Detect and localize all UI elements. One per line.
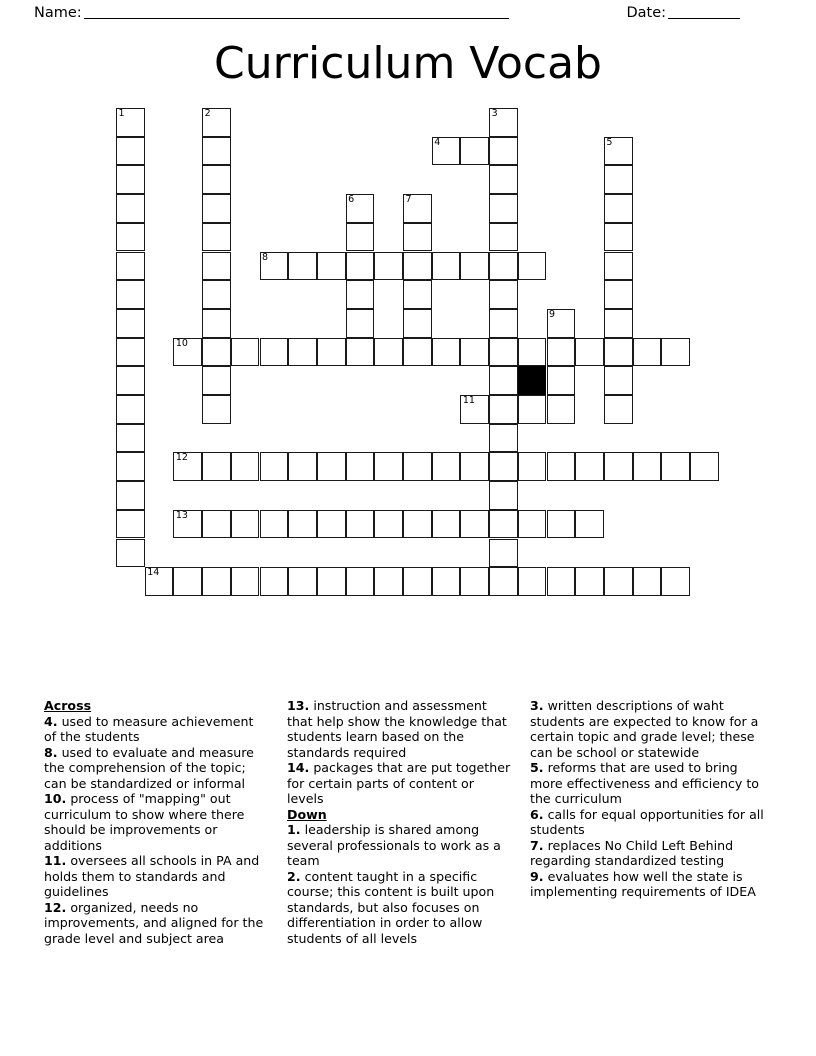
page-title: Curriculum Vocab <box>214 38 602 89</box>
clue-item <box>44 853 269 900</box>
grid-cell-number: 9 <box>549 308 556 320</box>
grid-cell[interactable] <box>489 223 518 252</box>
grid-cell[interactable] <box>690 452 719 481</box>
grid-cell[interactable] <box>173 510 202 539</box>
grid-cell[interactable] <box>346 280 375 309</box>
grid-cell[interactable] <box>231 510 260 539</box>
grid-cell[interactable] <box>432 510 461 539</box>
grid-cell[interactable] <box>173 452 202 481</box>
grid-cell[interactable] <box>116 366 145 395</box>
clue-number: 14. <box>287 760 310 775</box>
grid-cell[interactable] <box>346 223 375 252</box>
grid-cell[interactable] <box>403 280 432 309</box>
grid-cell[interactable] <box>260 510 289 539</box>
clue-item <box>287 760 512 807</box>
clues-column-3 <box>530 698 774 946</box>
clue-number: 6. <box>530 806 544 822</box>
grid-cell[interactable] <box>317 567 346 596</box>
grid-cell[interactable] <box>346 452 375 481</box>
grid-cell[interactable] <box>432 567 461 596</box>
grid-cell[interactable] <box>202 223 231 252</box>
grid-cell[interactable] <box>604 252 633 281</box>
grid-cell[interactable] <box>575 510 604 539</box>
grid-cell[interactable] <box>460 137 489 166</box>
grid-cell[interactable] <box>604 309 633 338</box>
grid-cell[interactable] <box>489 481 518 510</box>
grid-cell[interactable] <box>374 252 403 281</box>
grid-cell-blocked <box>518 366 547 395</box>
grid-cell[interactable] <box>260 452 289 481</box>
grid-cell[interactable] <box>288 252 317 281</box>
grid-cell[interactable] <box>260 338 289 367</box>
clue-item <box>530 838 774 869</box>
grid-cell[interactable] <box>604 567 633 596</box>
grid-cell[interactable] <box>288 567 317 596</box>
clue-text: content taught in a specific course; this content is built upon standards, but also focuses on differentiation in order to allow students of all levels <box>287 868 495 946</box>
grid-cell[interactable] <box>231 452 260 481</box>
clue-number: 10. <box>44 791 67 806</box>
clue-item <box>44 714 269 745</box>
grid-cell[interactable] <box>547 452 576 481</box>
grid-cell[interactable] <box>346 252 375 281</box>
grid-cell[interactable] <box>489 510 518 539</box>
grid-cell[interactable] <box>460 395 489 424</box>
grid-cell[interactable] <box>116 424 145 453</box>
grid-cell[interactable] <box>288 510 317 539</box>
grid-cell[interactable] <box>202 309 231 338</box>
grid-cell[interactable] <box>403 194 432 223</box>
grid-cell[interactable] <box>202 108 231 137</box>
grid-cell[interactable] <box>460 510 489 539</box>
grid-cell[interactable] <box>432 338 461 367</box>
grid-cell[interactable] <box>202 165 231 194</box>
grid-cell[interactable] <box>202 395 231 424</box>
clue-text: oversees all schools in PA and holds them to standards and guidelines <box>44 853 260 899</box>
across-heading: Across <box>44 698 92 713</box>
clue-number: 11. <box>44 853 67 868</box>
grid-cell[interactable] <box>317 510 346 539</box>
grid-cell[interactable] <box>489 366 518 395</box>
grid-cell[interactable] <box>145 567 174 596</box>
grid-cell[interactable] <box>346 338 375 367</box>
clue-number: 4. <box>44 713 58 729</box>
clue-number: 3. <box>530 698 544 713</box>
grid-cell[interactable] <box>518 338 547 367</box>
grid-cell-number: 3 <box>491 108 498 119</box>
grid-cell[interactable] <box>202 194 231 223</box>
grid-cell[interactable] <box>116 137 145 166</box>
grid-cell[interactable] <box>116 194 145 223</box>
grid-cell[interactable] <box>116 223 145 252</box>
grid-cell[interactable] <box>633 338 662 367</box>
grid-cell[interactable] <box>604 280 633 309</box>
grid-cell[interactable] <box>432 137 461 166</box>
grid-cell[interactable] <box>547 366 576 395</box>
grid-cell[interactable] <box>604 194 633 223</box>
grid-cell[interactable] <box>202 567 231 596</box>
grid-cell[interactable] <box>489 424 518 453</box>
grid-cell[interactable] <box>489 395 518 424</box>
grid-cell[interactable] <box>661 338 690 367</box>
grid-cell[interactable] <box>633 567 662 596</box>
grid-cell[interactable] <box>604 452 633 481</box>
grid-cell[interactable] <box>173 338 202 367</box>
grid-cell[interactable] <box>288 452 317 481</box>
clue-text: leadership is shared among several professionals to work as a team <box>287 822 501 868</box>
clue-text: instruction and assessment that help show the knowledge that students learn based on the standards required <box>287 698 507 760</box>
grid-cell[interactable] <box>489 252 518 281</box>
grid-cell[interactable] <box>317 338 346 367</box>
grid-cell[interactable] <box>547 309 576 338</box>
grid-cell[interactable] <box>489 280 518 309</box>
date-label: Date: <box>626 5 666 21</box>
clue-number: 12. <box>44 899 67 915</box>
grid-cell[interactable] <box>202 137 231 166</box>
clues-container <box>44 698 774 946</box>
grid-cell[interactable] <box>403 567 432 596</box>
clue-text: reforms that are used to bring more effectiveness and efficiency to the curriculum <box>530 760 760 806</box>
grid-cell[interactable] <box>604 395 633 424</box>
grid-cell[interactable] <box>547 395 576 424</box>
grid-cell[interactable] <box>489 539 518 568</box>
grid-cell[interactable] <box>116 510 145 539</box>
grid-cell[interactable] <box>374 510 403 539</box>
grid-cell[interactable] <box>460 252 489 281</box>
grid-cell[interactable] <box>432 452 461 481</box>
clue-number: 9. <box>530 868 544 884</box>
grid-cell[interactable] <box>489 194 518 223</box>
grid-cell[interactable] <box>202 452 231 481</box>
grid-cell[interactable] <box>489 338 518 367</box>
grid-cell[interactable] <box>604 366 633 395</box>
grid-cell-number: 8 <box>262 251 269 263</box>
grid-cell-number: 10 <box>175 337 188 349</box>
grid-cell[interactable] <box>260 252 289 281</box>
clue-item <box>530 760 774 807</box>
grid-cell[interactable] <box>403 338 432 367</box>
grid-cell[interactable] <box>403 510 432 539</box>
clue-text: organized, needs no improvements, and aligned for the grade level and subject area <box>44 899 264 946</box>
name-label: Name: <box>34 5 82 21</box>
clue-item <box>44 791 269 853</box>
grid-cell[interactable] <box>403 223 432 252</box>
grid-cell-number: 7 <box>405 194 412 206</box>
grid-cell[interactable] <box>374 567 403 596</box>
grid-cell[interactable] <box>661 567 690 596</box>
grid-cell[interactable] <box>202 510 231 539</box>
clue-number: 8. <box>44 744 58 760</box>
grid-cell[interactable] <box>432 252 461 281</box>
grid-cell[interactable] <box>575 567 604 596</box>
clue-item <box>287 822 512 869</box>
grid-cell[interactable] <box>116 309 145 338</box>
grid-cell[interactable] <box>547 567 576 596</box>
clue-text: process of "mapping" out curriculum to show where there should be improvements or additions <box>44 791 245 853</box>
grid-cell[interactable] <box>633 452 662 481</box>
grid-cell[interactable] <box>604 137 633 166</box>
grid-cell[interactable] <box>460 338 489 367</box>
grid-cell[interactable] <box>202 338 231 367</box>
grid-cell[interactable] <box>116 280 145 309</box>
clue-number: 2. <box>287 868 301 884</box>
clue-number: 7. <box>530 837 544 853</box>
clue-number: 1. <box>287 822 301 837</box>
grid-cell-number: 14 <box>147 567 160 579</box>
grid-cell-number: 6 <box>348 194 355 206</box>
clue-item <box>287 869 512 947</box>
grid-cell[interactable] <box>489 567 518 596</box>
grid-cell-number: 11 <box>462 395 475 406</box>
grid-cell[interactable] <box>403 309 432 338</box>
grid-cell[interactable] <box>604 165 633 194</box>
grid-cell[interactable] <box>116 108 145 137</box>
grid-cell[interactable] <box>518 510 547 539</box>
grid-cell[interactable] <box>260 567 289 596</box>
grid-cell[interactable] <box>116 481 145 510</box>
clue-text: replaces No Child Left Behind regarding standardized testing <box>530 837 734 868</box>
grid-cell[interactable] <box>346 567 375 596</box>
grid-cell[interactable] <box>489 452 518 481</box>
grid-cell[interactable] <box>202 280 231 309</box>
clue-item <box>44 900 269 947</box>
grid-cell[interactable] <box>575 338 604 367</box>
grid-cell[interactable] <box>518 452 547 481</box>
clue-text: calls for equal opportunities for all students <box>530 806 764 837</box>
grid-cell-number: 1 <box>118 108 125 119</box>
grid-cell-number: 13 <box>175 509 188 521</box>
down-heading: Down <box>287 806 327 822</box>
clue-item <box>287 698 512 760</box>
grid-cell[interactable] <box>374 338 403 367</box>
grid-cell[interactable] <box>575 452 604 481</box>
grid-cell[interactable] <box>288 338 317 367</box>
grid-cell-number: 5 <box>606 136 613 148</box>
grid-cell[interactable] <box>116 338 145 367</box>
grid-cell-number: 12 <box>175 452 188 464</box>
grid-cell-number: 4 <box>434 136 441 148</box>
grid-cell[interactable] <box>518 395 547 424</box>
clue-item <box>44 745 269 792</box>
clue-item <box>530 869 774 900</box>
clue-text: written descriptions of waht students are expected to know for a certain topic and grade level; these can be school or statewide <box>530 698 759 760</box>
grid-cell[interactable] <box>403 452 432 481</box>
grid-cell[interactable] <box>317 252 346 281</box>
grid-cell-number: 2 <box>204 108 211 119</box>
grid-cell[interactable] <box>116 252 145 281</box>
clue-text: used to measure achievement of the students <box>44 713 254 744</box>
grid-cell[interactable] <box>346 309 375 338</box>
grid-cell[interactable] <box>116 452 145 481</box>
grid-cell[interactable] <box>460 567 489 596</box>
grid-cell[interactable] <box>604 223 633 252</box>
grid-cell[interactable] <box>231 567 260 596</box>
grid-cell[interactable] <box>489 108 518 137</box>
clue-text: evaluates how well the state is implementing requirements of IDEA <box>530 868 756 899</box>
clue-number: 13. <box>287 698 310 713</box>
grid-cell[interactable] <box>403 252 432 281</box>
grid-cell[interactable] <box>374 452 403 481</box>
grid-cell[interactable] <box>489 309 518 338</box>
clue-text: packages that are put together for certain parts of content or levels <box>287 760 511 806</box>
clue-item <box>530 807 774 838</box>
grid-cell[interactable] <box>173 567 202 596</box>
grid-cell[interactable] <box>489 165 518 194</box>
grid-cell[interactable] <box>547 510 576 539</box>
grid-cell[interactable] <box>202 366 231 395</box>
clues-column-1 <box>44 698 287 946</box>
clue-item <box>530 698 774 760</box>
grid-cell[interactable] <box>116 395 145 424</box>
grid-cell[interactable] <box>460 452 489 481</box>
grid-cell[interactable] <box>518 252 547 281</box>
grid-cell[interactable] <box>518 567 547 596</box>
grid-cell[interactable] <box>346 194 375 223</box>
grid-cell[interactable] <box>116 165 145 194</box>
grid-cell[interactable] <box>231 338 260 367</box>
grid-cell[interactable] <box>317 452 346 481</box>
grid-cell[interactable] <box>604 338 633 367</box>
grid-cell[interactable] <box>661 452 690 481</box>
grid-cell[interactable] <box>547 338 576 367</box>
grid-cell[interactable] <box>346 510 375 539</box>
clue-number: 5. <box>530 760 544 775</box>
clue-text: used to evaluate and measure the comprehension of the topic; can be standardized or informal <box>44 744 254 791</box>
grid-cell[interactable] <box>489 137 518 166</box>
grid-cell[interactable] <box>116 539 145 568</box>
clues-column-2 <box>287 698 530 946</box>
grid-cell[interactable] <box>202 252 231 281</box>
